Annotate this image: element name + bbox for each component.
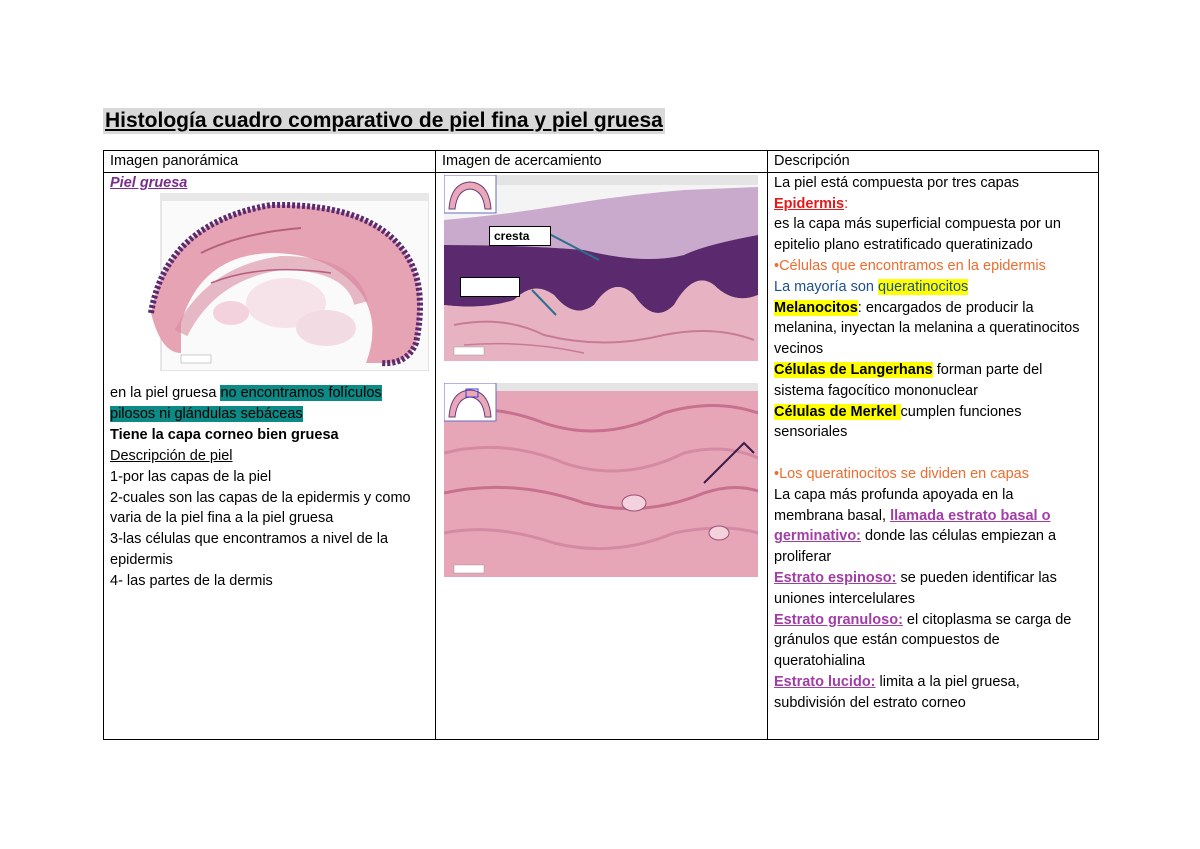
description-cell xyxy=(768,172,1099,739)
label-cresta: cresta xyxy=(489,226,551,246)
closeup-epidermis-image xyxy=(444,175,758,361)
closeup-cell xyxy=(436,172,768,739)
lucido-line xyxy=(774,672,1084,714)
table-header-row xyxy=(104,151,1099,173)
epidermis-colon: : xyxy=(844,195,849,212)
panoramic-note xyxy=(110,383,422,425)
cells-heading: •Células que encontramos en la epidermis xyxy=(774,257,1046,274)
lucido-name: Estrato lucido: xyxy=(774,673,876,690)
list-item: 3-las células que encontramos a nivel de la epidermis xyxy=(110,531,389,568)
list-item: 1-por las capas de la piel xyxy=(110,468,272,485)
layers-heading: •Los queratinocitos se dividen en capas xyxy=(774,465,1029,482)
description-title: Descripción de piel xyxy=(110,447,233,464)
epidermis-desc: es la capa más superficial compuesta por un epitelio plano estratificado queratinizado xyxy=(774,216,1061,254)
header-col-description: Descripción xyxy=(768,151,1099,173)
piel-gruesa-subtitle: Piel gruesa xyxy=(110,174,188,191)
label-papila: papila xyxy=(460,277,520,297)
basal-desc: donde las células empiezan a proliferar xyxy=(774,528,1057,566)
closeup-dermis-image xyxy=(444,383,758,577)
espinoso-name: Estrato espinoso: xyxy=(774,569,897,586)
panoramic-cell xyxy=(104,172,436,739)
note-highlight: no encontramos folículos pilosos ni glándulas sebáceas xyxy=(110,384,382,422)
page-title: Histología cuadro comparativo de piel fina y piel gruesa xyxy=(105,109,663,132)
merkel-highlight: Células de Merkel xyxy=(774,403,901,420)
comparison-table xyxy=(103,150,1099,740)
panoramic-skin-image xyxy=(111,193,429,371)
langerhans-desc: forman parte del sistema fagocítico mononuclear xyxy=(774,361,1043,399)
basal-pre: La capa más profunda apoyada en la membrana basal, xyxy=(774,486,1014,524)
mayoria-text: La mayoría son xyxy=(774,278,878,295)
bold-note: Tiene la capa corneo bien gruesa xyxy=(110,426,339,443)
granuloso-line xyxy=(774,610,1084,672)
merkel-desc: cumplen funciones sensoriales xyxy=(774,403,1022,441)
note-text: en la piel gruesa xyxy=(110,384,221,401)
langerhans-highlight: Células de Langerhans xyxy=(774,361,933,378)
description-list xyxy=(110,467,420,592)
queratinocitos-highlight: queratinocitos xyxy=(877,278,969,295)
melanocitos-line xyxy=(774,298,1084,360)
intro-text: La piel está compuesta por tres capas xyxy=(774,174,1020,191)
espinoso-line xyxy=(774,568,1084,610)
basal-line xyxy=(774,485,1084,568)
epidermis-heading xyxy=(774,194,1084,215)
granuloso-name: Estrato granuloso: xyxy=(774,611,903,628)
table-body-row xyxy=(104,172,1099,739)
basal-name: llamada estrato basal o germinativo: xyxy=(774,507,1051,545)
header-col-panoramic: Imagen panorámica xyxy=(104,151,436,173)
merkel-line xyxy=(774,402,1084,444)
spacer xyxy=(774,443,1084,464)
melanocitos-desc: : encargados de producir la melanina, inyectan la melanina a queratinocitos vecinos xyxy=(774,299,1080,358)
lucido-desc: limita a la piel gruesa, subdivisión del estrato corneo xyxy=(774,673,1020,711)
header-col-closeup: Imagen de acercamiento xyxy=(436,151,768,173)
granuloso-desc: el citoplasma se carga de gránulos que están compuestos de queratohialina xyxy=(774,611,1072,670)
list-item: 2-cuales son las capas de la epidermis y como varia de la piel fina a la piel gruesa xyxy=(110,489,411,527)
epidermis-label: Epidermis xyxy=(774,195,845,212)
langerhans-line xyxy=(774,360,1084,402)
melanocitos-highlight: Melanocitos xyxy=(774,299,858,316)
list-item: 4- las partes de la dermis xyxy=(110,572,273,589)
mayoria-line xyxy=(774,277,1084,298)
espinoso-desc: se pueden identificar las uniones intercelulares xyxy=(774,569,1057,607)
